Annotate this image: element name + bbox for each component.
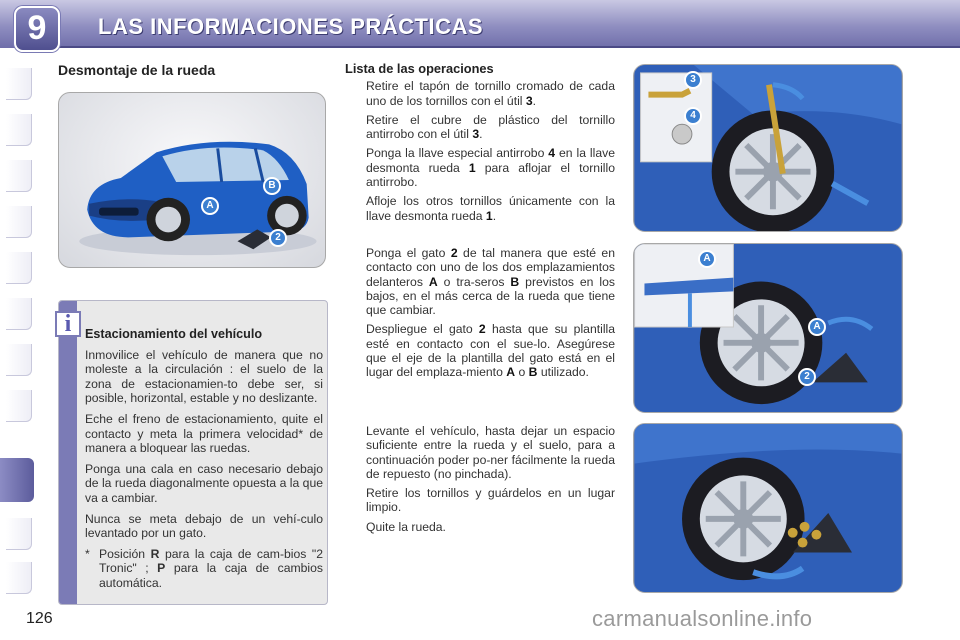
jack-position-figure: [633, 243, 903, 413]
list-item: Quite la rueda.: [345, 520, 615, 534]
footnote-key-r: R: [150, 546, 160, 561]
header-underline: [60, 46, 960, 48]
footnote-text: Posición: [99, 546, 146, 561]
info-content: [85, 327, 323, 591]
chapter-tab[interactable]: [6, 344, 32, 376]
point-label-a: A: [808, 318, 826, 336]
jack-label-2: 2: [798, 368, 816, 386]
pointer-icon: [345, 246, 366, 317]
point-label-a: A: [698, 250, 716, 268]
pointer-icon: [345, 113, 366, 142]
operations-list: [345, 424, 615, 539]
wheel-bolts-figure: [633, 64, 903, 232]
point-label-a: A: [201, 197, 219, 215]
footnote-mark: *: [85, 546, 90, 561]
info-strip: [59, 301, 77, 604]
point-label-b: B: [263, 177, 281, 195]
pointer-icon: [345, 486, 366, 515]
pointer-icon: [345, 79, 366, 108]
operations-title: Lista de las operaciones: [345, 61, 494, 76]
watermark: carmanualsonline.info: [592, 606, 813, 631]
page-title: LAS INFORMACIONES PRÁCTICAS: [98, 14, 484, 39]
list-item: Ponga la llave especial antirrobo 4 en la llave desmonta rueda 1 para aflojar el tornillo antirrobo.: [345, 146, 615, 189]
info-paragraph: Inmovilice el vehículo de manera que no moleste a la circulación : el suelo de la zona de estacionamien-to debe ser, si posible, horizontal, estable y no deslizante.: [85, 347, 323, 406]
footnote: [85, 547, 323, 591]
section-title: Desmontaje de la rueda: [58, 62, 216, 78]
chapter-tab[interactable]: [6, 390, 32, 422]
info-title: Estacionamiento del vehículo: [85, 327, 263, 341]
pointer-icon: [345, 194, 366, 223]
chapter-tab[interactable]: [6, 68, 32, 100]
page-number: 126: [26, 610, 53, 627]
pointer-icon: [345, 322, 366, 379]
tool-label-3: 3: [684, 71, 702, 89]
footnote-text: para la caja de cambios automática.: [99, 561, 324, 590]
list-item: Levante el vehículo, hasta dejar un espacio suficiente entre la rueda y el suelo, para a continuación poder po-ner fácilmente la rueda de repuesto (no pinchada).: [345, 424, 615, 481]
chapter-tab[interactable]: [6, 252, 32, 284]
list-item: Retire el tapón de tornillo cromado de cada uno de los tornillos con el útil 3.: [345, 79, 615, 108]
pointer-icon: [345, 146, 366, 189]
chapter-tab-active[interactable]: [0, 458, 34, 502]
operations-list: [345, 246, 615, 385]
chapter-tabs-rail: [0, 48, 40, 588]
car-illustration: [58, 92, 326, 268]
tool-label-4: 4: [684, 107, 702, 125]
chapter-tab[interactable]: [6, 298, 32, 330]
jack-label-2: 2: [269, 229, 287, 247]
info-paragraph: Ponga una cala en caso necesario debajo de la rueda diagonalmente opuesta a la que va a cambiar.: [85, 461, 323, 505]
info-paragraph: Eche el freno de estacionamiento, quite el contacto y meta la primera velocidad* de manera a bloquear las ruedas.: [85, 411, 323, 456]
list-item: Ponga el gato 2 de tal manera que esté en contacto con uno de los dos emplazamientos delanteros A o tra-seros B previstos en los bajos, en el más cerca de la rueda que tiene que cambiar.: [345, 246, 615, 317]
list-item: Afloje los otros tornillos únicamente con la llave desmonta rueda 1.: [345, 194, 615, 223]
list-item: Despliegue el gato 2 hasta que su plantilla esté en contacto con el sue-lo. Asegúrese que el eje de la plantilla del gato está en el lugar del emplaza-miento A o B utilizado.: [345, 322, 615, 379]
list-item: Retire los tornillos y guárdelos en un lugar limpio.: [345, 486, 615, 515]
info-paragraph: Nunca se meta debajo de un vehí-culo levantado por un gato.: [85, 511, 323, 541]
chapter-badge: 9: [14, 6, 60, 52]
list-item: Retire el cubre de plástico del tornillo antirrobo con el útil 3.: [345, 113, 615, 142]
info-box: [58, 300, 328, 605]
wheel-removal-figure: [633, 423, 903, 593]
footnote-key-p: P: [157, 561, 166, 576]
pointer-icon: [345, 424, 366, 481]
chapter-tab[interactable]: [6, 562, 32, 594]
chapter-tab[interactable]: [6, 206, 32, 238]
operations-list: [345, 62, 615, 228]
chapter-tab[interactable]: [6, 114, 32, 146]
pointer-icon: [345, 520, 366, 534]
chapter-tab[interactable]: [6, 518, 32, 550]
info-icon: i: [55, 311, 81, 337]
chapter-tab[interactable]: [6, 160, 32, 192]
footnote-text: para la caja de cam-bios "2 Tronic" ;: [99, 546, 323, 576]
